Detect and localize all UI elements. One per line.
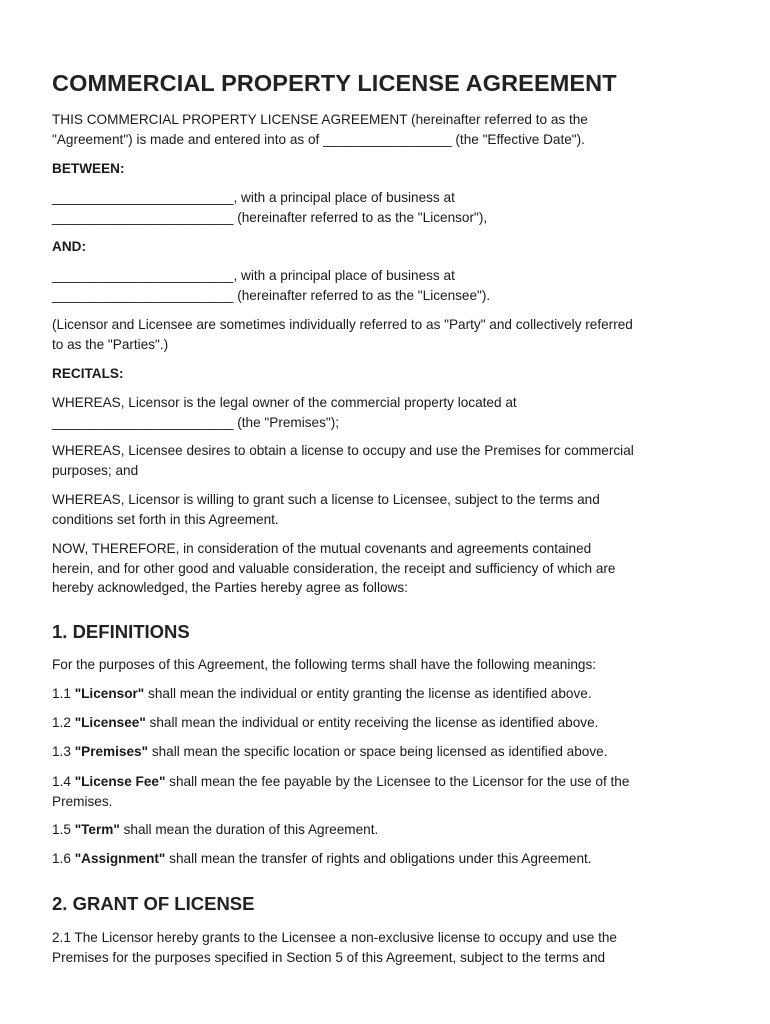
recital-2: WHEREAS, Licensee desires to obtain a license to occupy and use the Premises for commercial purposes; and — [52, 443, 634, 478]
intro-paragraph: THIS COMMERCIAL PROPERTY LICENSE AGREEMENT (hereinafter referred to as the "Agreement") is made and entered into as of _________________ (the "Effective Date"). — [52, 112, 588, 147]
between-label: BETWEEN: — [52, 161, 125, 176]
licensor-block: ________________________, with a principal place of business at ________________________ (hereinafter referred to as the "Licensor"), — [52, 190, 488, 225]
recitals-label: RECITALS: — [52, 366, 124, 381]
definition-item: 1.2 "Licensee" shall mean the individual or entity receiving the license as identified above. — [52, 715, 599, 730]
definition-item: 1.5 "Term" shall mean the duration of this Agreement. — [52, 822, 379, 837]
recital-1: WHEREAS, Licensor is the legal owner of the commercial property located at ________________________ (the "Premises"); — [52, 395, 517, 430]
definition-item: 1.4 "License Fee" shall mean the fee payable by the Licensee to the Licensor for the use of the Premises. — [52, 774, 630, 809]
section-2-heading: 2. GRANT OF LICENSE — [52, 893, 255, 914]
licensee-block: ________________________, with a principal place of business at ________________________ (hereinafter referred to as the "Licensee"). — [52, 268, 491, 303]
now-therefore-paragraph: NOW, THEREFORE, in consideration of the mutual covenants and agreements contained herein, and for other good and valuable consideration, the receipt and sufficiency of which are hereby acknowledged, the Parties hereby agree as follows: — [52, 541, 616, 595]
definition-item: 1.3 "Premises" shall mean the specific location or space being licensed as identified above. — [52, 744, 608, 759]
and-label: AND: — [52, 239, 86, 254]
definition-item: 1.6 "Assignment" shall mean the transfer of rights and obligations under this Agreement. — [52, 851, 592, 866]
recital-3: WHEREAS, Licensor is willing to grant such a license to Licensee, subject to the terms and conditions set forth in this Agreement. — [52, 492, 600, 527]
section-2-paragraph: 2.1 The Licensor hereby grants to the Licensee a non-exclusive license to occupy and use the Premises for the purposes specified in Section 5 of this Agreement, subject to the terms and — [52, 930, 617, 965]
section-1-heading: 1. DEFINITIONS — [52, 621, 190, 642]
section-1-intro: For the purposes of this Agreement, the following terms shall have the following meanings: — [52, 657, 597, 672]
definition-item: 1.1 "Licensor" shall mean the individual or entity granting the license as identified above. — [52, 686, 592, 701]
document-title: COMMERCIAL PROPERTY LICENSE AGREEMENT — [52, 70, 617, 96]
parties-note: (Licensor and Licensee are sometimes individually referred to as "Party" and collectively referred to as the "Parties".) — [52, 317, 633, 352]
